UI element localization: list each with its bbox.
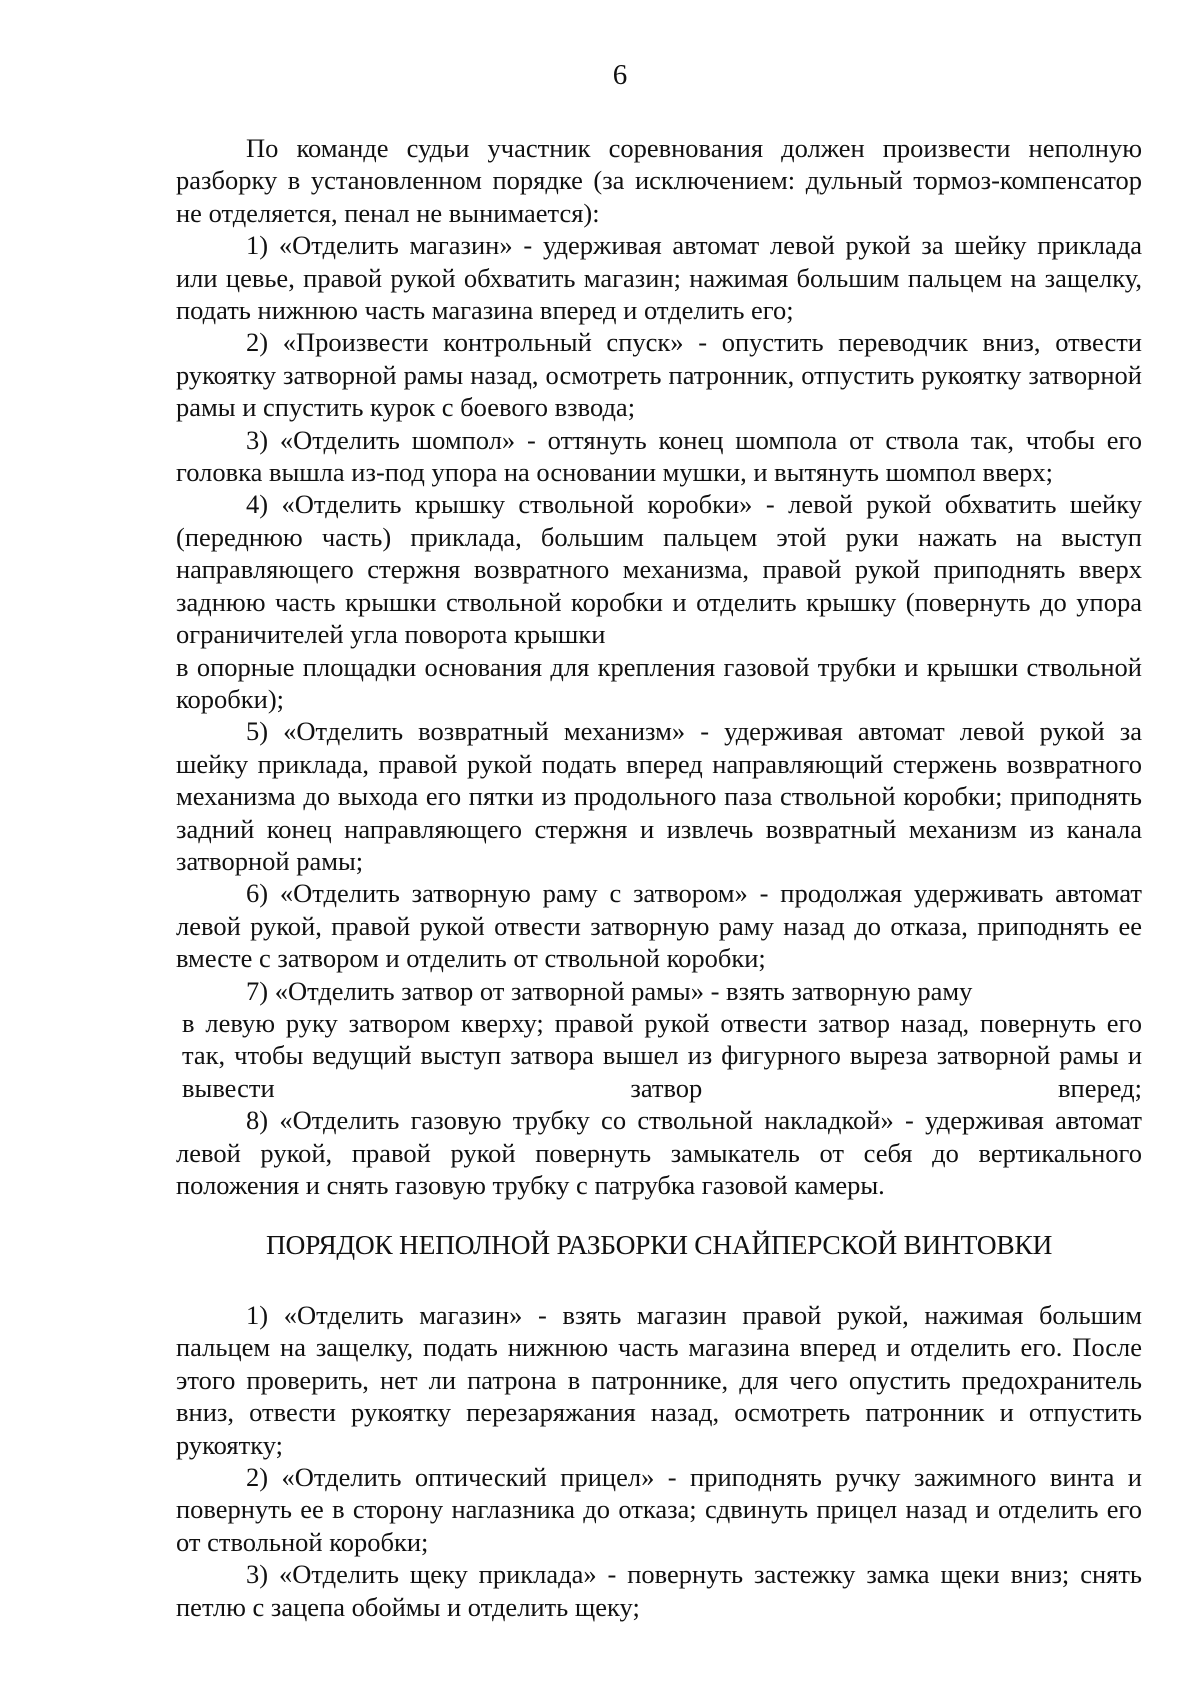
rifle-step-7-part-1: 7) «Отделить затвор от затворной рамы» - взять затворную раму xyxy=(246,975,973,1006)
section-heading: ПОРЯДОК НЕПОЛНОЙ РАЗБОРКИ СНАЙПЕРСКОЙ ВИНТОВКИ xyxy=(265,1229,1053,1260)
intro-paragraph: По команде судьи участник соревнования должен произвести неполную разборку в установленном порядке (за исключением: дульный тормоз-компенсатор не отделяется, пенал не вынимается): xyxy=(176,133,1142,228)
rifle-step-4 xyxy=(176,488,1142,715)
rifle-step-8: 8) «Отделить газовую трубку со ствольной накладкой» - удерживая автомат левой рукой, правой рукой повернуть замыкатель от себя до вертикального положения и снять газовую трубку с патрубка газовой камеры. xyxy=(176,1105,1142,1200)
rifle-step-6: 6) «Отделить затворную раму с затвором» - продолжая удерживать автомат левой рукой, правой рукой отвести затворную раму назад до отказа, приподнять ее вместе с затвором и отделить от ствольной коробки; xyxy=(176,878,1142,974)
rifle-step-1: 1) «Отделить магазин» - удерживая автомат левой рукой за шейку приклада или цевье, правой рукой обхватить магазин; нажимая большим пальцем на защелку, подать нижнюю часть магазина вперед и отделить его; xyxy=(176,230,1142,326)
rifle-step-5: 5) «Отделить возвратный механизм» - удерживая автомат левой рукой за шейку приклада, правой рукой подать вперед направляющий стержень возвратного механизма до выхода его пятки из продольного паза ствольной коробки; приподнять задний конец направляющего стержня и извлечь возвратный механизм из канала затворной рамы; xyxy=(176,716,1142,876)
sniper-rifle-procedure xyxy=(176,1299,1142,1623)
rifle-step-3: 3) «Отделить шомпол» - оттянуть конец шомпола от ствола так, чтобы его головка вышла из-под упора на основании мушки, и вытянуть шомпол вверх; xyxy=(176,424,1142,488)
sniper-step-3: 3) «Отделить щеку приклада» - повернуть застежку замка щеки вниз; снять петлю с зацепа обоймы и отделить щеку; xyxy=(176,1559,1142,1622)
sniper-step-1: 1) «Отделить магазин» - взять магазин правой рукой, нажимая большим пальцем на защелку, подать нижнюю часть магазина вперед и отделить его. После этого проверить, нет ли патрона в патроннике, для чего опустить предохранитель вниз, отвести рукоятку перезаряжания назад, осмотреть патронник и отпустить рукоятку; xyxy=(176,1300,1142,1460)
rifle-step-2: 2) «Произвести контрольный спуск» - опустить переводчик вниз, отвести рукоятку затворной рамы назад, осмотреть патронник, отпустить рукоятку затворной рамы и спустить курок с боевого взвода; xyxy=(176,327,1142,423)
rifle-step-7 xyxy=(176,975,1142,1105)
rifle-step-7-part-2: в левую руку затвором кверху; правой рукой отвести затвор назад, повернуть его так, чтобы ведущий выступ затвора вышел из фигурного выреза затворной рамы и вывести затвор вперед; xyxy=(182,1007,1142,1103)
assault-rifle-procedure xyxy=(176,132,1142,1201)
sniper-step-2: 2) «Отделить оптический прицел» - приподнять ручку зажимного винта и повернуть ее в сторону наглазника до отказа; сдвинуть прицел назад и отделить его от ствольной коробки; xyxy=(176,1462,1142,1557)
rifle-step-4-part-1: 4) «Отделить крышку ствольной коробки» - левой рукой обхватить шейку (переднюю часть) приклада, большим пальцем этой руки нажать на выступ направляющего стержня возвратного механизма, правой рукой приподнять вверх заднюю часть крышки ствольной коробки и отделить крышку (повернуть до упора ограничителей угла поворота крышки xyxy=(176,489,1142,650)
page-number: 6 xyxy=(612,59,628,91)
rifle-step-4-part-2: в опорные площадки основания для крепления газовой трубки и крышки ствольной коробки); xyxy=(176,651,1142,714)
